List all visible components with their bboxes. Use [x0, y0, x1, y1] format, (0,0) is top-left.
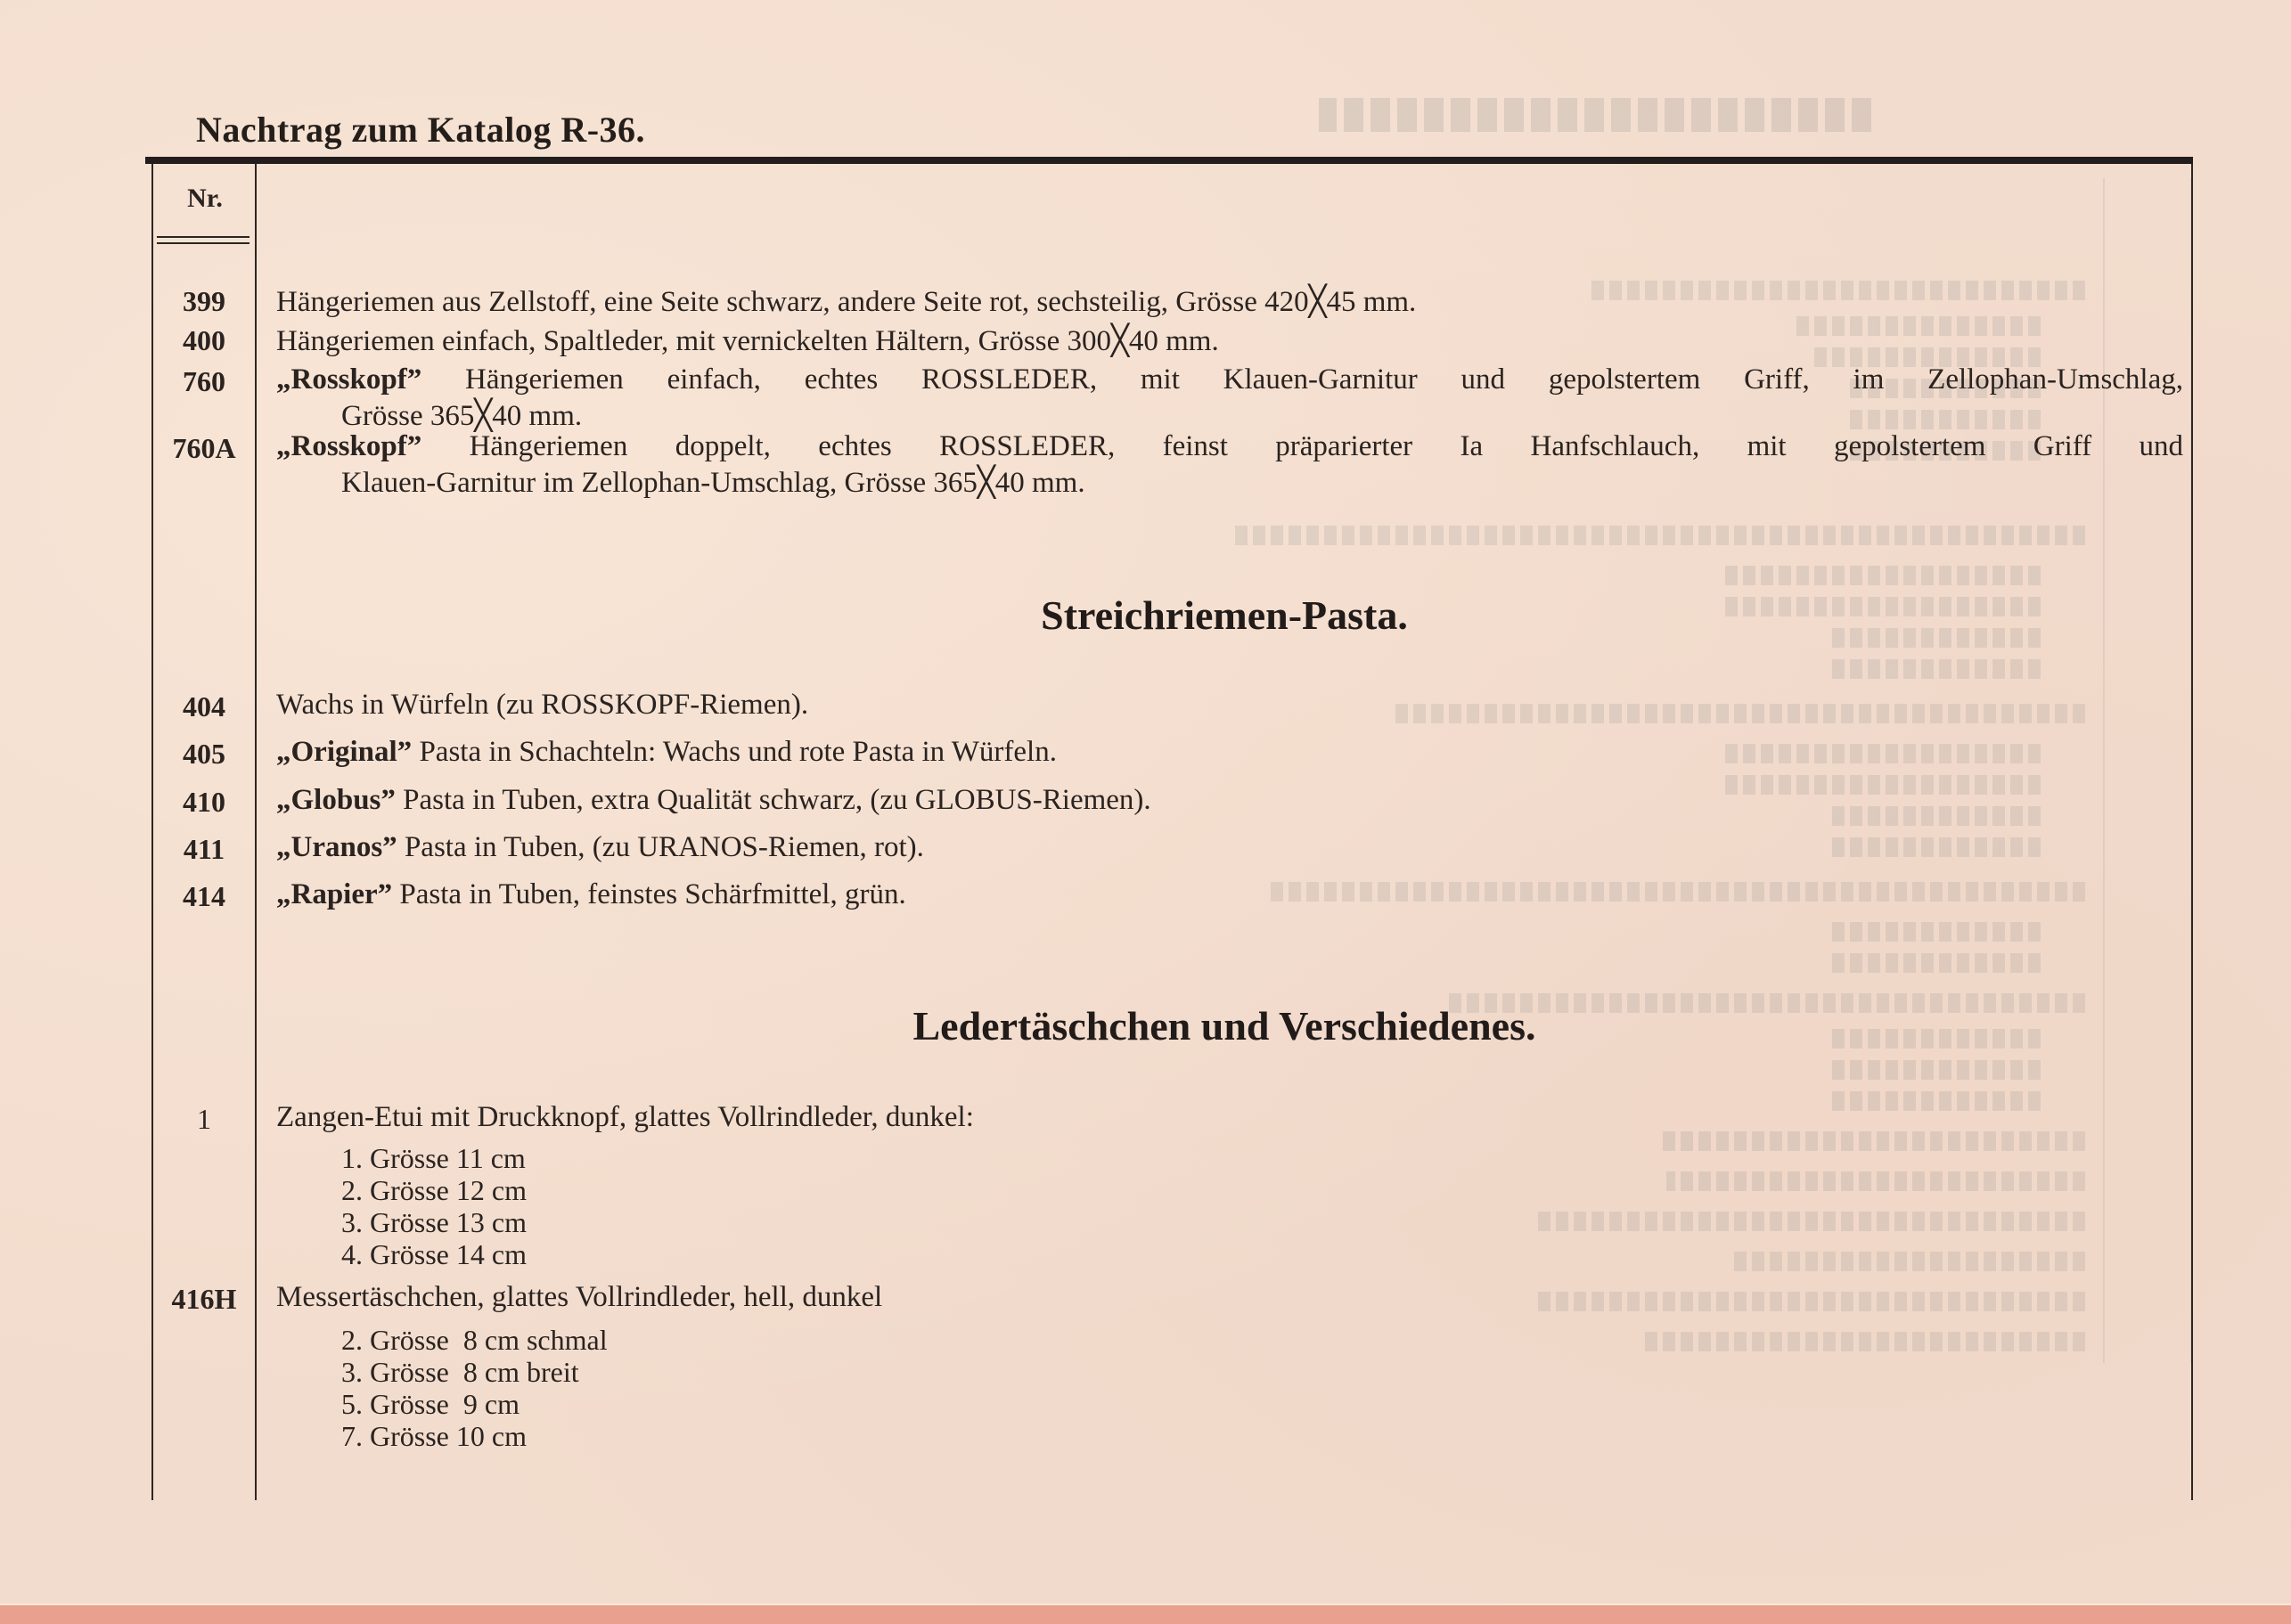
item-number: 1 — [197, 1103, 211, 1135]
page-title: Nachtrag zum Katalog R-36. — [196, 110, 646, 150]
item-text: Hängeriemen einfach, Spaltleder, mit vernickelten Hältern, Grösse 300╳40 mm. — [276, 325, 1219, 357]
item-number: 760A — [172, 432, 236, 464]
size-option: 4. Grösse 14 cm — [341, 1238, 527, 1270]
item-description — [276, 430, 2183, 463]
item-text: Pasta in Tuben, (zu URANOS-Riemen, rot). — [397, 831, 924, 863]
item-brand: „Rosskopf” — [276, 363, 422, 396]
item-text: Pasta in Schachteln: Wachs und rote Pasta in Würfeln. — [412, 736, 1057, 768]
item-description — [276, 736, 1057, 769]
item-number: 760 — [183, 365, 225, 397]
item-description — [276, 283, 1416, 319]
item-brand: „Rapier” — [276, 878, 393, 910]
table-right-border — [2191, 164, 2193, 1500]
item-text: Hängeriemen einfach, echtes ROSSLEDER, mit Klauen-Garnitur und gepolstertem Griff, im Zellophan-Umschlag, — [421, 363, 2183, 396]
item-text: Hängeriemen aus Zellstoff, eine Seite schwarz, andere Seite rot, sechsteilig, Grösse 420╳45 mm. — [276, 286, 1417, 318]
item-number: 410 — [183, 786, 225, 818]
item-number: 404 — [183, 690, 225, 722]
item-description-continued: Klauen-Garnitur im Zellophan-Umschlag, Grösse 365╳40 mm. — [341, 467, 1085, 499]
header-rule — [145, 157, 2193, 164]
item-description: Zangen-Etui mit Druckknopf, glattes Vollrindleder, dunkel: — [276, 1101, 974, 1133]
item-description — [276, 322, 1219, 358]
header-double-rule — [157, 242, 250, 244]
size-option: 2. Grösse 12 cm — [341, 1174, 527, 1206]
size-option: 5. Grösse 9 cm — [341, 1388, 520, 1420]
item-description — [276, 363, 2183, 396]
item-brand: „Uranos” — [276, 831, 397, 863]
nr-column-header: Nr. — [187, 184, 223, 213]
item-brand: „Rosskopf” — [276, 430, 422, 462]
item-description — [276, 831, 924, 864]
header-double-rule — [157, 236, 250, 238]
item-brand: „Globus” — [276, 784, 396, 816]
item-text: Hängeriemen doppelt, echtes ROSSLEDER, feinst präparierter Ia Hanfschlauch, mit gepolstertem Griff und — [421, 430, 2183, 462]
item-number: 411 — [183, 833, 225, 865]
section-heading-leder: Ledertäschchen und Verschiedenes. — [912, 1003, 1536, 1049]
item-number: 405 — [183, 738, 225, 770]
item-text: Wachs in Würfeln (zu ROSSKOPF-Riemen). — [276, 689, 809, 721]
item-description — [276, 878, 906, 911]
item-description-continued: Grösse 365╳40 mm. — [341, 400, 583, 432]
item-description — [276, 689, 808, 722]
item-number: 416H — [171, 1283, 237, 1315]
item-text: Pasta in Tuben, feinstes Schärfmittel, grün. — [392, 878, 906, 910]
size-option: 2. Grösse 8 cm schmal — [341, 1324, 608, 1356]
item-number: 414 — [183, 880, 225, 912]
item-brand: „Original” — [276, 736, 413, 768]
size-option: 3. Grösse 13 cm — [341, 1206, 527, 1238]
size-option: 1. Grösse 11 cm — [341, 1142, 526, 1174]
item-text: Pasta in Tuben, extra Qualität schwarz, (zu GLOBUS-Riemen). — [395, 784, 1151, 816]
bottom-edge-band — [0, 1604, 2291, 1624]
size-option: 3. Grösse 8 cm breit — [341, 1356, 579, 1388]
item-description: Messertäschchen, glattes Vollrindleder, hell, dunkel — [276, 1281, 883, 1313]
item-description — [276, 784, 1151, 817]
size-option: 7. Grösse 10 cm — [341, 1420, 527, 1452]
nr-column-divider — [255, 164, 257, 1500]
item-number: 400 — [183, 324, 225, 356]
item-number: 399 — [183, 285, 225, 317]
section-heading-pasta: Streichriemen-Pasta. — [1041, 592, 1408, 638]
